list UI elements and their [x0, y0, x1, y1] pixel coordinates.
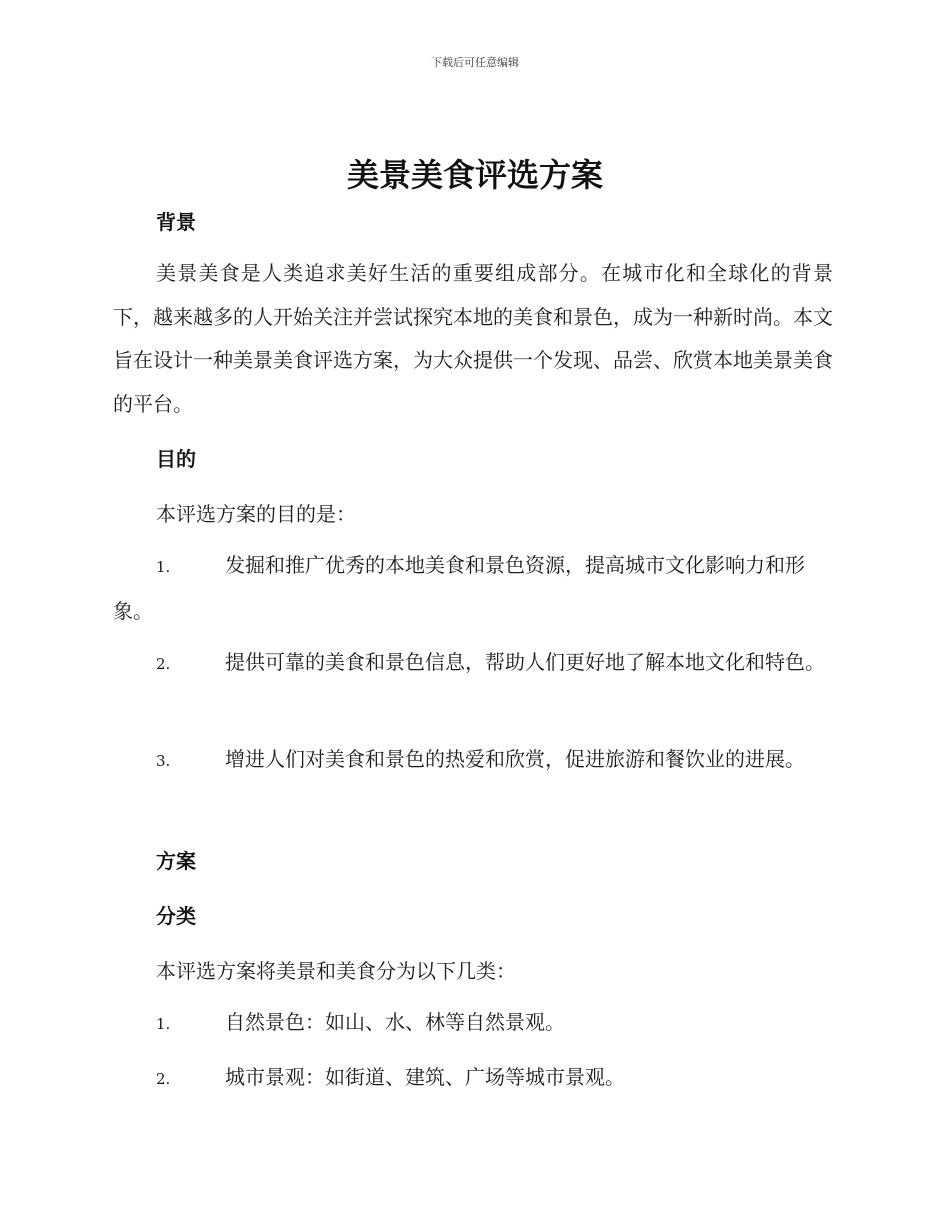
background-paragraph: 美景美食是人类追求美好生活的重要组成部分。在城市化和全球化的背景下，越来越多的人开始关注并尝试探究本地的美食和景色，成为一种新时尚。本文旨在设计一种美景美食评选方案，为大众提供一个发现、品尝、欣赏本地美景美食的平台。 [113, 261, 833, 416]
document-title: 美景美食评选方案 [346, 156, 603, 194]
list-number: 1. [156, 558, 171, 576]
category-item-1 [113, 1001, 833, 1047]
purpose-intro: 本评选方案的目的是： [156, 502, 356, 526]
list-text: 自然景色：如山、水、林等自然景观。 [225, 1010, 565, 1034]
categories-intro: 本评选方案将美景和美食分为以下几类： [156, 959, 516, 983]
list-number: 1. [156, 1015, 171, 1033]
list-text: 提供可靠的美食和景色信息，帮助人们更好地了解本地文化和特色。 [225, 650, 825, 674]
list-text: 发掘和推广优秀的本地美食和景色资源，提高城市文化影响力和形象。 [113, 553, 805, 623]
heading-purpose: 目的 [156, 447, 196, 471]
purpose-item-2 [113, 641, 833, 687]
list-number: 3. [156, 752, 171, 770]
purpose-item-3 [113, 738, 833, 784]
list-text: 城市景观：如街道、建筑、广场等城市景观。 [225, 1065, 625, 1089]
heading-categories: 分类 [156, 904, 196, 928]
purpose-item-1 [113, 544, 833, 633]
heading-plan: 方案 [156, 849, 196, 873]
list-number: 2. [156, 655, 171, 673]
header-note: 下载后可任意编辑 [431, 56, 519, 69]
list-text: 增进人们对美食和景色的热爱和欣赏，促进旅游和餐饮业的进展。 [225, 747, 805, 771]
category-item-2 [113, 1056, 833, 1102]
heading-background: 背景 [156, 210, 196, 234]
list-number: 2. [156, 1070, 171, 1088]
